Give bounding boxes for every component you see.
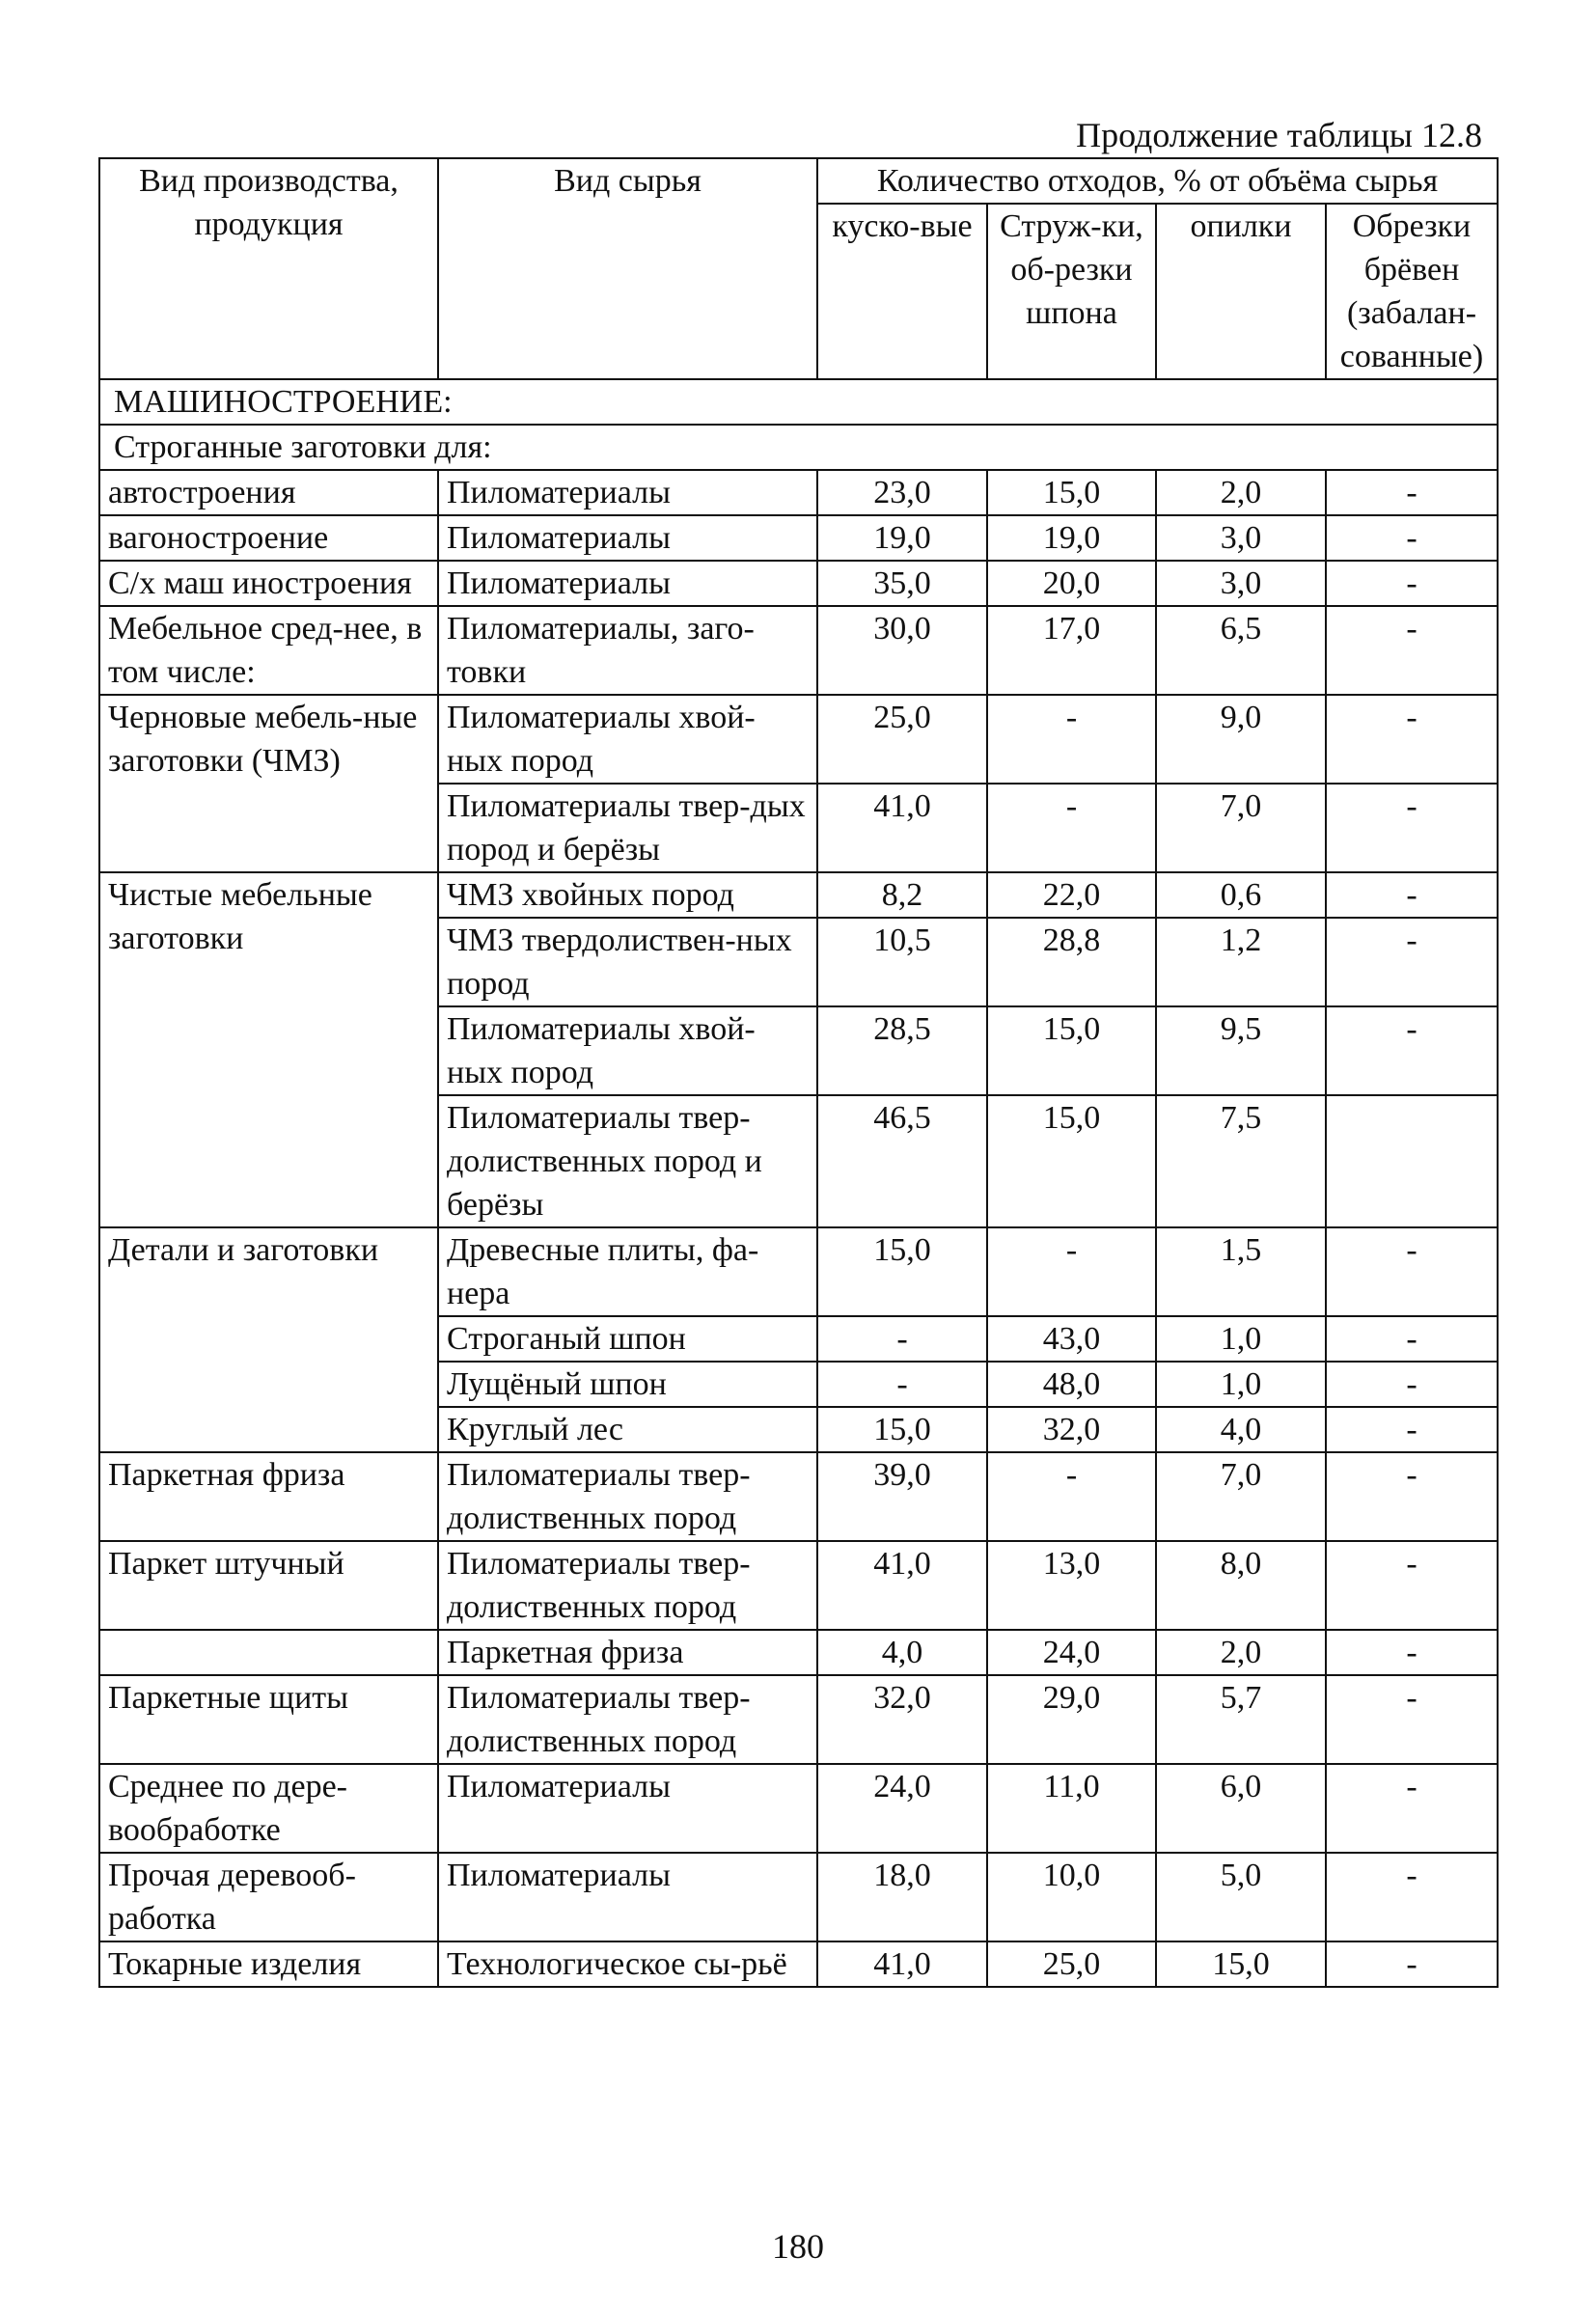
- cell-log-trimmings: -: [1326, 1316, 1498, 1362]
- cell-material: Пиломатериалы хвой-ных пород: [438, 1006, 817, 1095]
- waste-table: [98, 157, 1499, 1988]
- table-row: [99, 606, 1498, 695]
- cell-sawdust: 9,5: [1156, 1006, 1326, 1095]
- cell-shavings: 15,0: [987, 1006, 1156, 1095]
- table-row: [99, 1941, 1498, 1987]
- cell-log-trimmings: -: [1326, 784, 1498, 872]
- cell-product: [99, 1630, 438, 1675]
- cell-log-trimmings: -: [1326, 515, 1498, 561]
- cell-material: Пиломатериалы: [438, 515, 817, 561]
- cell-log-trimmings: -: [1326, 470, 1498, 515]
- cell-log-trimmings: -: [1326, 1764, 1498, 1853]
- cell-material: Пиломатериалы твер-долиственных пород: [438, 1675, 817, 1764]
- cell-log-trimmings: -: [1326, 695, 1498, 784]
- cell-product: Прочая деревооб-работка: [99, 1853, 438, 1941]
- cell-sawdust: 5,0: [1156, 1853, 1326, 1941]
- cell-sawdust: 7,0: [1156, 1452, 1326, 1541]
- cell-shavings: 13,0: [987, 1541, 1156, 1630]
- cell-material: Пиломатериалы, заго-товки: [438, 606, 817, 695]
- section-row: [99, 379, 1498, 425]
- table-row: [99, 695, 1498, 784]
- cell-log-trimmings: -: [1326, 1362, 1498, 1407]
- section-row: [99, 425, 1498, 470]
- table-row: [99, 561, 1498, 606]
- cell-material: Строганый шпон: [438, 1316, 817, 1362]
- cell-material: Пиломатериалы: [438, 561, 817, 606]
- cell-shavings: 32,0: [987, 1407, 1156, 1452]
- cell-pieces: 25,0: [817, 695, 987, 784]
- cell-material: Пиломатериалы твер-долиственных пород: [438, 1541, 817, 1630]
- header-waste-group: Количество отходов, % от объёма сырья: [817, 158, 1498, 204]
- cell-shavings: 25,0: [987, 1941, 1156, 1987]
- cell-log-trimmings: -: [1326, 918, 1498, 1006]
- cell-shavings: 48,0: [987, 1362, 1156, 1407]
- cell-material: Пиломатериалы твер-долиственных пород: [438, 1452, 817, 1541]
- cell-product: Токарные изделия: [99, 1941, 438, 1987]
- cell-log-trimmings: -: [1326, 1227, 1498, 1316]
- table-row: [99, 1853, 1498, 1941]
- cell-log-trimmings: -: [1326, 1941, 1498, 1987]
- cell-sawdust: 9,0: [1156, 695, 1326, 784]
- table-row: [99, 1452, 1498, 1541]
- cell-shavings: -: [987, 784, 1156, 872]
- cell-sawdust: 7,5: [1156, 1095, 1326, 1227]
- cell-product: Мебельное сред-нее, в том числе:: [99, 606, 438, 695]
- cell-log-trimmings: -: [1326, 561, 1498, 606]
- cell-sawdust: 1,0: [1156, 1362, 1326, 1407]
- cell-pieces: 24,0: [817, 1764, 987, 1853]
- cell-product: Черновые мебель-ные заготовки (ЧМЗ): [99, 695, 438, 872]
- cell-shavings: 28,8: [987, 918, 1156, 1006]
- table-row: [99, 470, 1498, 515]
- cell-pieces: 41,0: [817, 1941, 987, 1987]
- cell-sawdust: 6,0: [1156, 1764, 1326, 1853]
- cell-product: Чистые мебельные заготовки: [99, 872, 438, 1227]
- cell-sawdust: 2,0: [1156, 470, 1326, 515]
- header-shavings: Струж-ки, об-резки шпона: [987, 204, 1156, 379]
- cell-sawdust: 8,0: [1156, 1541, 1326, 1630]
- waste-table-container: [98, 157, 1499, 1988]
- cell-pieces: 10,5: [817, 918, 987, 1006]
- cell-material: Пиломатериалы твер-долиственных пород и берёзы: [438, 1095, 817, 1227]
- cell-pieces: 4,0: [817, 1630, 987, 1675]
- cell-shavings: -: [987, 1452, 1156, 1541]
- cell-product: вагоностроение: [99, 515, 438, 561]
- cell-material: Пиломатериалы: [438, 470, 817, 515]
- table-row: [99, 1630, 1498, 1675]
- cell-sawdust: 0,6: [1156, 872, 1326, 918]
- cell-log-trimmings: -: [1326, 1452, 1498, 1541]
- table-row: [99, 1675, 1498, 1764]
- cell-material: Пиломатериалы хвой-ных пород: [438, 695, 817, 784]
- cell-pieces: 39,0: [817, 1452, 987, 1541]
- cell-material: Лущёный шпон: [438, 1362, 817, 1407]
- cell-sawdust: 4,0: [1156, 1407, 1326, 1452]
- cell-product: Паркетная фриза: [99, 1452, 438, 1541]
- cell-pieces: 32,0: [817, 1675, 987, 1764]
- cell-pieces: 41,0: [817, 1541, 987, 1630]
- cell-pieces: 23,0: [817, 470, 987, 515]
- cell-log-trimmings: -: [1326, 1541, 1498, 1630]
- cell-log-trimmings: -: [1326, 1630, 1498, 1675]
- header-pieces: куско-вые: [817, 204, 987, 379]
- cell-material: ЧМЗ хвойных пород: [438, 872, 817, 918]
- cell-pieces: 19,0: [817, 515, 987, 561]
- cell-pieces: 15,0: [817, 1227, 987, 1316]
- cell-shavings: 17,0: [987, 606, 1156, 695]
- table-row: [99, 1764, 1498, 1853]
- cell-product: Детали и заготовки: [99, 1227, 438, 1452]
- cell-shavings: 22,0: [987, 872, 1156, 918]
- cell-sawdust: 7,0: [1156, 784, 1326, 872]
- cell-product: Паркет штучный: [99, 1541, 438, 1630]
- cell-material: Пиломатериалы твер-дых пород и берёзы: [438, 784, 817, 872]
- table-caption: Продолжение таблицы 12.8: [1076, 116, 1482, 154]
- cell-shavings: 19,0: [987, 515, 1156, 561]
- cell-material: Древесные плиты, фа-нера: [438, 1227, 817, 1316]
- cell-pieces: -: [817, 1316, 987, 1362]
- cell-shavings: 29,0: [987, 1675, 1156, 1764]
- cell-sawdust: 1,2: [1156, 918, 1326, 1006]
- cell-pieces: 18,0: [817, 1853, 987, 1941]
- cell-pieces: 46,5: [817, 1095, 987, 1227]
- cell-shavings: 24,0: [987, 1630, 1156, 1675]
- cell-pieces: 15,0: [817, 1407, 987, 1452]
- table-row: [99, 515, 1498, 561]
- cell-material: Пиломатериалы: [438, 1764, 817, 1853]
- section-machinebuilding: МАШИНОСТРОЕНИЕ:: [99, 379, 1498, 425]
- header-sawdust: опилки: [1156, 204, 1326, 379]
- cell-sawdust: 3,0: [1156, 515, 1326, 561]
- cell-shavings: 15,0: [987, 470, 1156, 515]
- cell-log-trimmings: -: [1326, 872, 1498, 918]
- section-planed-blanks: Строганные заготовки для:: [99, 425, 1498, 470]
- cell-sawdust: 5,7: [1156, 1675, 1326, 1764]
- header-log-trimmings: Обрезки брёвен (забалан-сованные): [1326, 204, 1498, 379]
- page-number: 180: [772, 2227, 824, 2266]
- cell-shavings: 20,0: [987, 561, 1156, 606]
- cell-material: Круглый лес: [438, 1407, 817, 1452]
- cell-material: Технологическое сы-рьё: [438, 1941, 817, 1987]
- cell-pieces: 35,0: [817, 561, 987, 606]
- cell-material: ЧМЗ твердолиствен-ных пород: [438, 918, 817, 1006]
- cell-material: Пиломатериалы: [438, 1853, 817, 1941]
- cell-sawdust: 6,5: [1156, 606, 1326, 695]
- table-row: [99, 1541, 1498, 1630]
- cell-sawdust: 2,0: [1156, 1630, 1326, 1675]
- cell-sawdust: 1,5: [1156, 1227, 1326, 1316]
- header-production: Вид производства, продукция: [99, 158, 438, 379]
- cell-log-trimmings: -: [1326, 606, 1498, 695]
- cell-log-trimmings: -: [1326, 1853, 1498, 1941]
- header-row: [99, 158, 1498, 204]
- cell-pieces: 30,0: [817, 606, 987, 695]
- cell-product: С/х маш иностроения: [99, 561, 438, 606]
- cell-product: автостроения: [99, 470, 438, 515]
- cell-shavings: -: [987, 695, 1156, 784]
- cell-log-trimmings: -: [1326, 1006, 1498, 1095]
- cell-sawdust: 1,0: [1156, 1316, 1326, 1362]
- cell-pieces: 41,0: [817, 784, 987, 872]
- cell-shavings: 11,0: [987, 1764, 1156, 1853]
- table-row: [99, 1227, 1498, 1316]
- cell-product: Среднее по дере-вообработке: [99, 1764, 438, 1853]
- table-row: [99, 872, 1498, 918]
- cell-pieces: 8,2: [817, 872, 987, 918]
- cell-log-trimmings: -: [1326, 1407, 1498, 1452]
- cell-shavings: 15,0: [987, 1095, 1156, 1227]
- header-material: Вид сырья: [438, 158, 817, 379]
- cell-log-trimmings: [1326, 1095, 1498, 1227]
- cell-shavings: 43,0: [987, 1316, 1156, 1362]
- cell-product: Паркетные щиты: [99, 1675, 438, 1764]
- cell-sawdust: 3,0: [1156, 561, 1326, 606]
- cell-sawdust: 15,0: [1156, 1941, 1326, 1987]
- cell-shavings: 10,0: [987, 1853, 1156, 1941]
- cell-material: Паркетная фриза: [438, 1630, 817, 1675]
- cell-log-trimmings: -: [1326, 1675, 1498, 1764]
- cell-pieces: -: [817, 1362, 987, 1407]
- cell-shavings: -: [987, 1227, 1156, 1316]
- cell-pieces: 28,5: [817, 1006, 987, 1095]
